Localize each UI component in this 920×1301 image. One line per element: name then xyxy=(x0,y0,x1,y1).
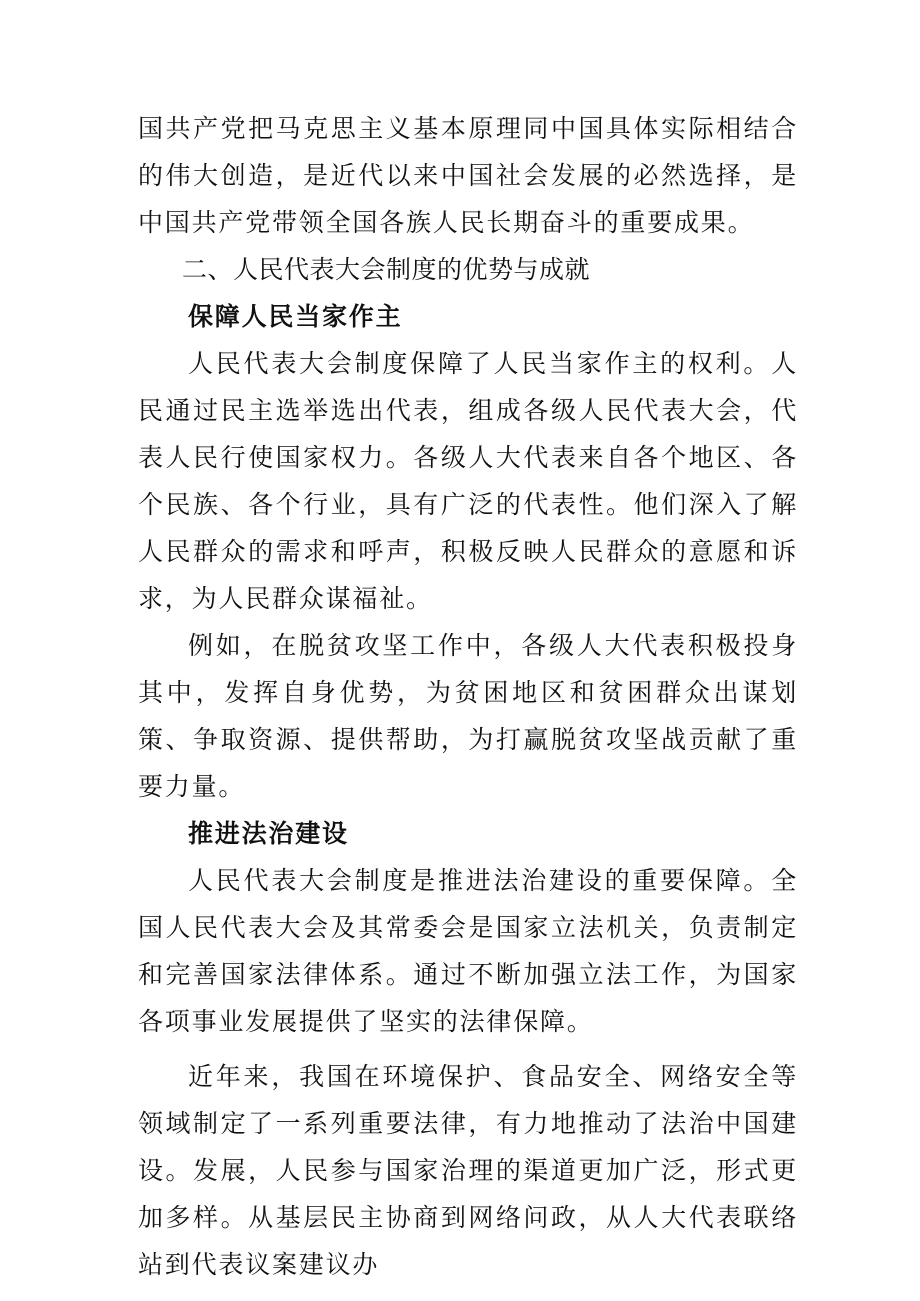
paragraph-recent-legislation: 近年来，我国在环境保护、食品安全、网络安全等领域制定了一系列重要法律，有力地推动了法治中国建设。发展，人民参与国家治理的渠道更加广泛，形式更加多样。从基层民主协商到网络问政，从人大代表联络站到代表议案建议办 xyxy=(138,1062,798,1279)
paragraph-people-as-masters: 人民代表大会制度保障了人民当家作主的权利。人民通过民主选举选出代表，组成各级人民代表大会，代表人民行使国家权力。各级人大代表来自各个地区、各个民族、各个行业，具有广泛的代表性。他们深入了解人民群众的需求和呼声，积极反映人民群众的意愿和诉求，为人民群众谋福祉。 xyxy=(138,349,798,613)
document-body xyxy=(138,105,798,1288)
section-heading: 二、人民代表大会制度的优势与成就 xyxy=(182,255,591,284)
paragraph-spacer xyxy=(138,1045,798,1053)
subsection-title-rule-of-law: 推进法治建设 xyxy=(188,819,349,848)
paragraph-rule-of-law: 人民代表大会制度是推进法治建设的重要保障。全国人民代表大会及其常委会是国家立法机关，负责制定和完善国家法律体系。通过不断加强立法工作，为国家各项事业发展提供了坚实的法律保障。 xyxy=(138,866,798,1036)
continued-paragraph: 国共产党把马克思主义基本原理同中国具体实际相结合的伟大创造，是近代以来中国社会发展的必然选择，是中国共产党带领全国各族人民长期奋斗的重要成果。 xyxy=(138,114,798,237)
subsection-title-people-as-masters: 保障人民当家作主 xyxy=(188,302,403,331)
paragraph-poverty-alleviation-example: 例如，在脱贫攻坚工作中，各级人大代表积极投身其中，发挥自身优势，为贫困地区和贫困群众出谋划策、争取资源、提供帮助，为打赢脱贫攻坚战贡献了重要力量。 xyxy=(138,631,798,801)
